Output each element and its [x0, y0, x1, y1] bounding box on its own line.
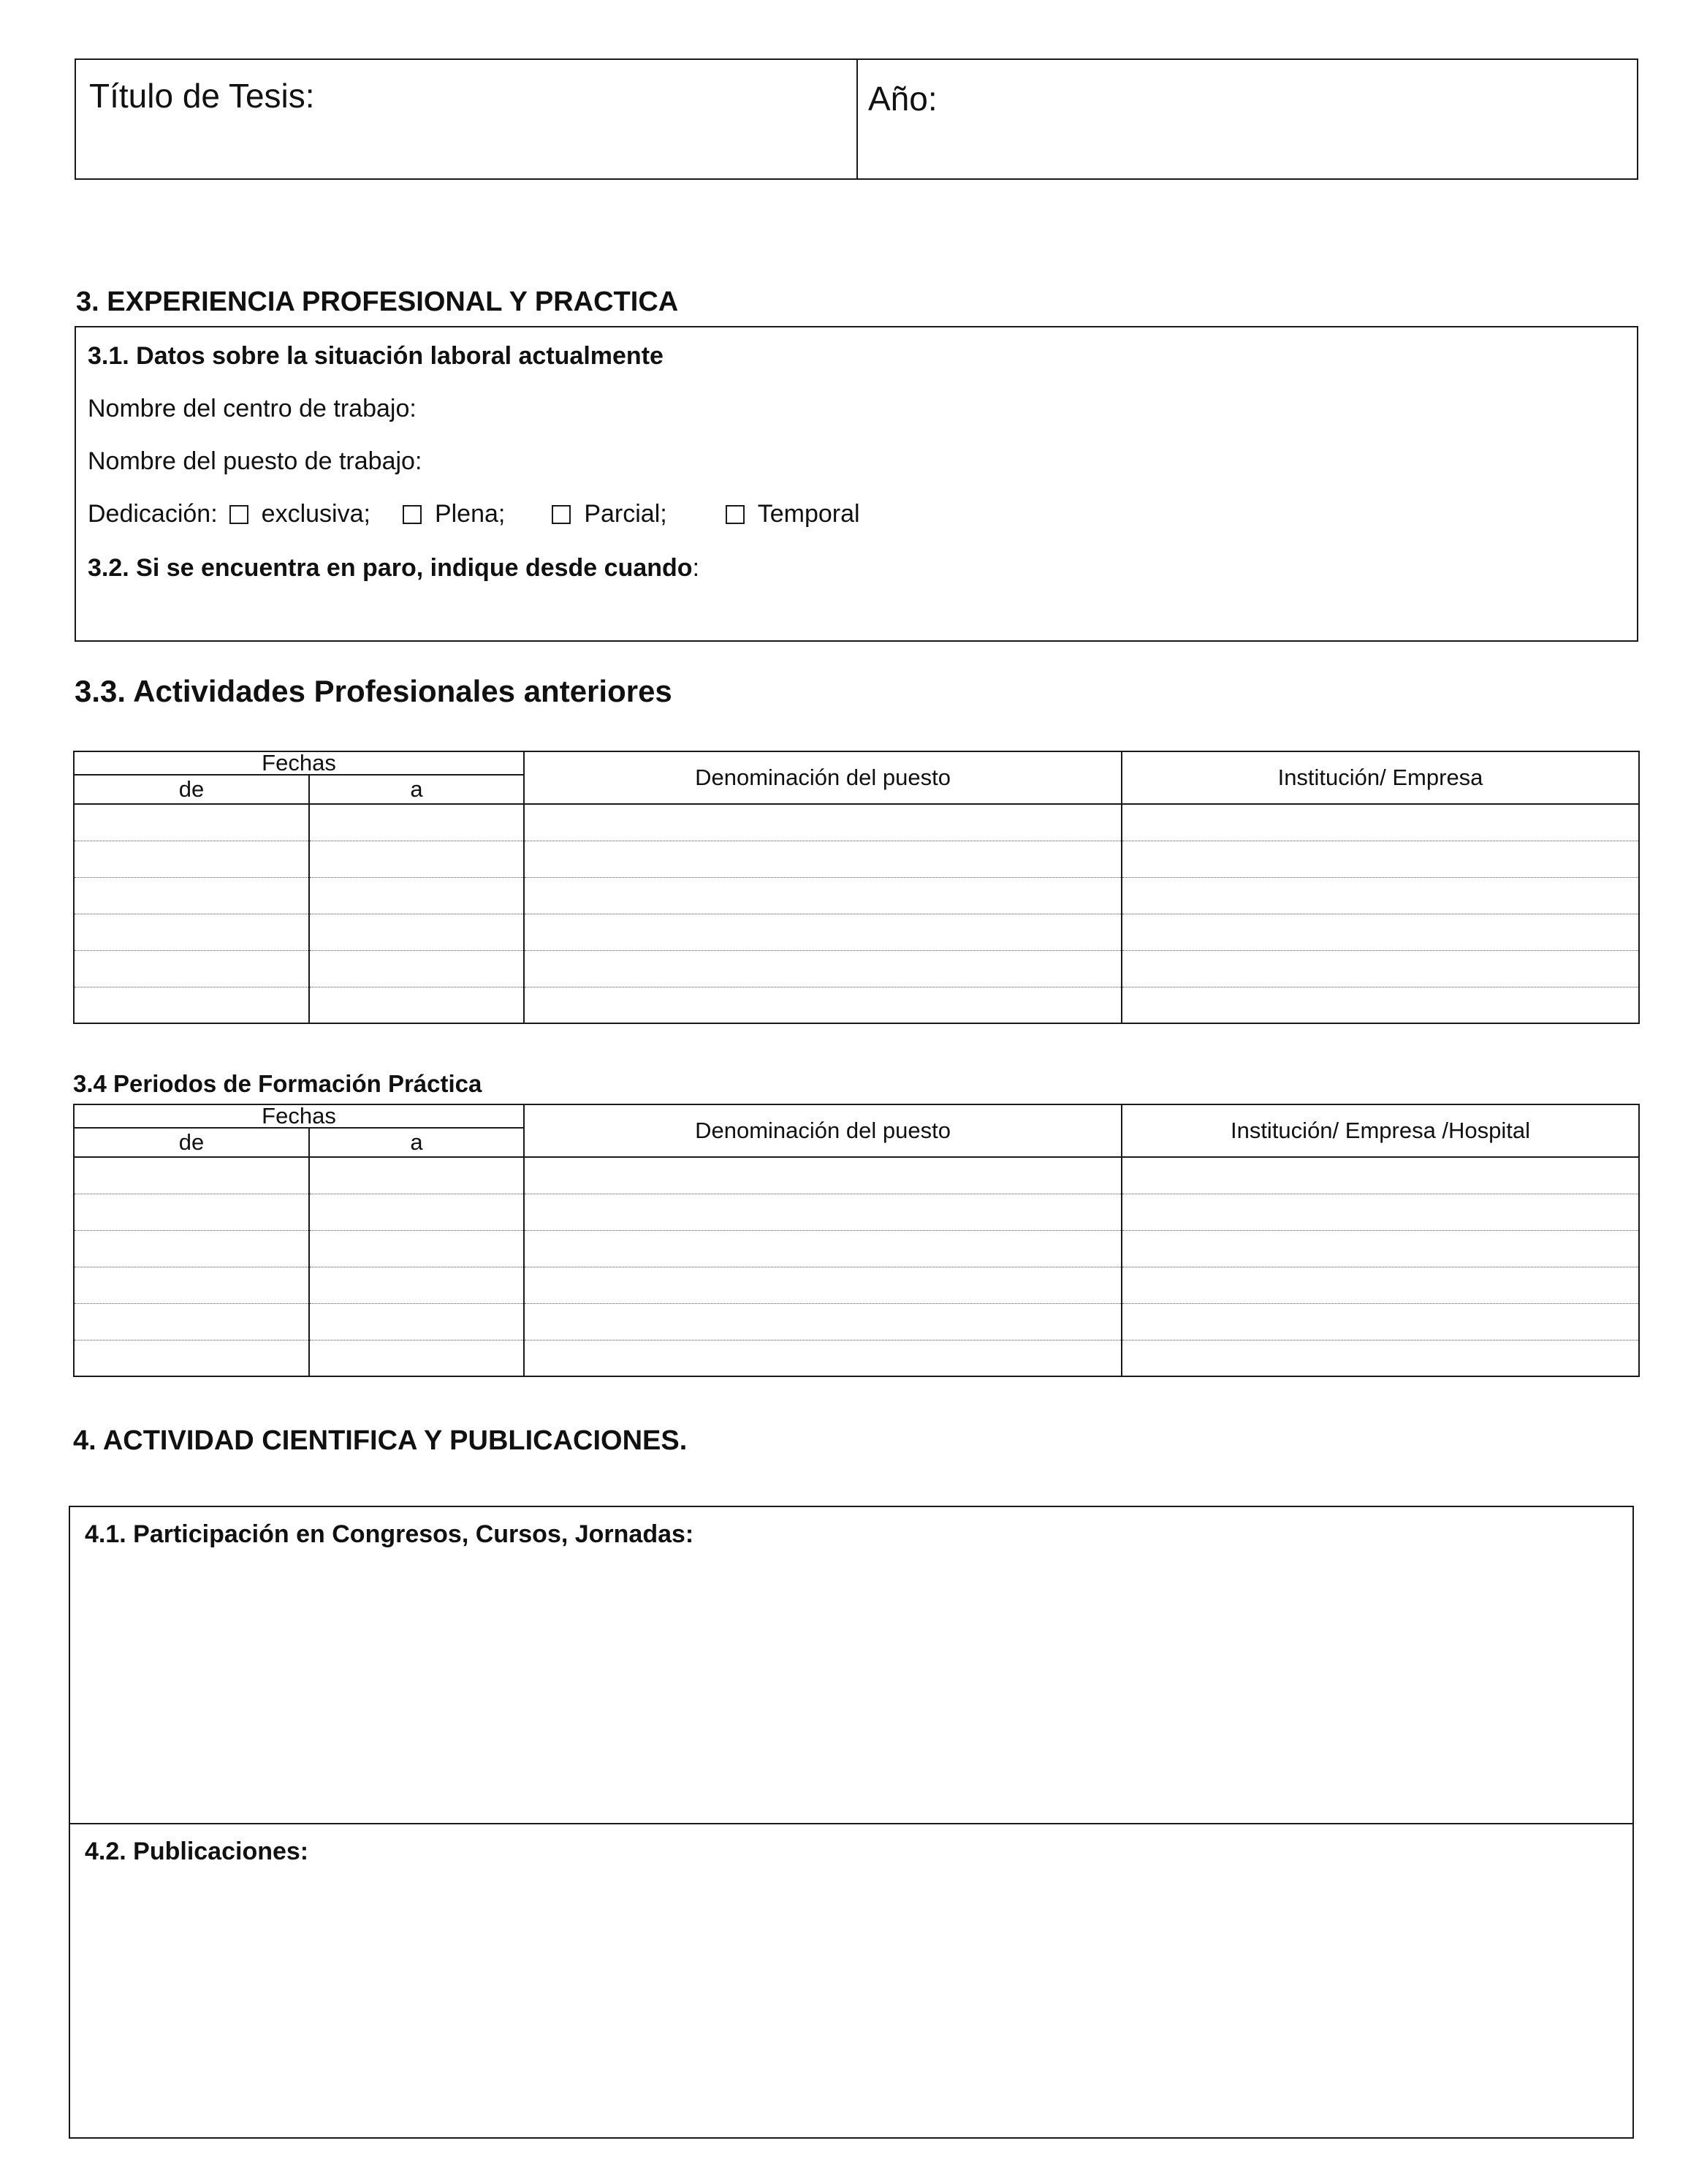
table-cell[interactable] — [74, 877, 309, 914]
table-cell[interactable] — [524, 1303, 1122, 1340]
section-3-4-title: 3.4 Periodos de Formación Práctica — [73, 1070, 482, 1097]
table-cell[interactable] — [1122, 1267, 1639, 1303]
table-row — [74, 1303, 1639, 1340]
table-row — [74, 1194, 1639, 1230]
section-4-1-title: 4.1. Participación en Congresos, Cursos, Jornadas: — [85, 1520, 694, 1548]
col-header-denominacion: Denominación del puesto — [524, 1104, 1122, 1157]
checkbox-icon[interactable] — [726, 505, 745, 524]
thesis-divider — [856, 60, 858, 178]
table-cell[interactable] — [524, 804, 1122, 841]
table-cell[interactable] — [309, 914, 524, 950]
table-cell[interactable] — [1122, 914, 1639, 950]
table-cell[interactable] — [524, 987, 1122, 1023]
table-cell[interactable] — [309, 877, 524, 914]
col-header-institucion: Institución/ Empresa /Hospital — [1122, 1104, 1639, 1157]
col-header-de: de — [74, 1128, 309, 1157]
section-3-1-title: 3.1. Datos sobre la situación laboral actualmente — [88, 342, 664, 370]
thesis-box — [75, 58, 1638, 180]
previous-activities-table — [73, 751, 1640, 1024]
table-cell[interactable] — [524, 841, 1122, 877]
table-cell[interactable] — [524, 1157, 1122, 1194]
thesis-year-label: Año: — [868, 80, 938, 118]
table-cell[interactable] — [1122, 877, 1639, 914]
table-cell[interactable] — [74, 1303, 309, 1340]
col-header-a: a — [309, 775, 524, 804]
dedication-option-plena[interactable]: Plena; — [391, 500, 505, 528]
section-3-3-title: 3.3. Actividades Profesionales anteriores — [75, 674, 672, 708]
thesis-title-label: Título de Tesis: — [89, 77, 315, 115]
col-header-denominacion: Denominación del puesto — [524, 751, 1122, 804]
table-cell[interactable] — [309, 1194, 524, 1230]
table-cell[interactable] — [1122, 1157, 1639, 1194]
table-cell[interactable] — [309, 1340, 524, 1376]
table-cell[interactable] — [524, 1230, 1122, 1267]
section-3-2-row: 3.2. Si se encuentra en paro, indique desde cuando: — [88, 554, 700, 582]
table-cell[interactable] — [309, 1303, 524, 1340]
table-row — [74, 1157, 1639, 1194]
col-header-de: de — [74, 775, 309, 804]
table-row — [74, 950, 1639, 987]
table-cell[interactable] — [524, 914, 1122, 950]
checkbox-icon[interactable] — [229, 505, 248, 524]
col-header-institucion: Institución/ Empresa — [1122, 751, 1639, 804]
section-4-title: 4. ACTIVIDAD CIENTIFICA Y PUBLICACIONES. — [73, 1425, 688, 1456]
practical-training-table — [73, 1104, 1640, 1377]
table-cell[interactable] — [309, 1267, 524, 1303]
section-3-2-title: 3.2. Si se encuentra en paro, indique desde cuando — [88, 554, 693, 582]
workplace-label: Nombre del centro de trabajo: — [88, 395, 417, 422]
col-header-fechas: Fechas — [74, 1104, 524, 1128]
checkbox-icon[interactable] — [403, 505, 422, 524]
table-row — [74, 877, 1639, 914]
table-cell[interactable] — [1122, 804, 1639, 841]
table-cell[interactable] — [74, 1194, 309, 1230]
table-cell[interactable] — [1122, 1340, 1639, 1376]
table-cell[interactable] — [524, 1340, 1122, 1376]
dedication-option-exclusiva[interactable]: exclusiva; — [218, 500, 370, 528]
table-row — [74, 804, 1639, 841]
table-cell[interactable] — [524, 877, 1122, 914]
table-cell[interactable] — [1122, 1194, 1639, 1230]
table-cell[interactable] — [524, 950, 1122, 987]
dedication-row — [88, 500, 881, 528]
congresses-box[interactable] — [69, 1506, 1634, 1824]
table-cell[interactable] — [1122, 1230, 1639, 1267]
table-cell[interactable] — [1122, 841, 1639, 877]
table-cell[interactable] — [524, 1194, 1122, 1230]
table-cell[interactable] — [1122, 1303, 1639, 1340]
checkbox-icon[interactable] — [552, 505, 571, 524]
table-cell[interactable] — [74, 1340, 309, 1376]
table-cell[interactable] — [74, 1157, 309, 1194]
table-cell[interactable] — [74, 1230, 309, 1267]
table-cell[interactable] — [74, 914, 309, 950]
col-header-fechas: Fechas — [74, 751, 524, 775]
table-row — [74, 914, 1639, 950]
col-header-a: a — [309, 1128, 524, 1157]
dedication-option-parcial[interactable]: Parcial; — [540, 500, 666, 528]
section-4-2-title: 4.2. Publicaciones: — [85, 1838, 309, 1865]
table-cell[interactable] — [309, 1230, 524, 1267]
table-cell[interactable] — [309, 950, 524, 987]
dedication-label: Dedicación: — [88, 500, 218, 528]
table-cell[interactable] — [74, 804, 309, 841]
table-row — [74, 987, 1639, 1023]
table-cell[interactable] — [74, 987, 309, 1023]
table-cell[interactable] — [1122, 987, 1639, 1023]
table-cell[interactable] — [524, 1267, 1122, 1303]
table-cell[interactable] — [74, 1267, 309, 1303]
table-cell[interactable] — [309, 987, 524, 1023]
table-row — [74, 1340, 1639, 1376]
table-cell[interactable] — [74, 841, 309, 877]
section-3-title: 3. EXPERIENCIA PROFESIONAL Y PRACTICA — [76, 287, 679, 317]
table-cell[interactable] — [74, 950, 309, 987]
table-cell[interactable] — [1122, 950, 1639, 987]
table-cell[interactable] — [309, 804, 524, 841]
table-row — [74, 1230, 1639, 1267]
publications-box[interactable] — [69, 1823, 1634, 2139]
table-row — [74, 841, 1639, 877]
table-row — [74, 1267, 1639, 1303]
table-cell[interactable] — [309, 841, 524, 877]
dedication-option-temporal[interactable]: Temporal — [714, 500, 860, 528]
table-cell[interactable] — [309, 1157, 524, 1194]
section-3-box — [75, 326, 1638, 642]
position-label: Nombre del puesto de trabajo: — [88, 447, 422, 475]
